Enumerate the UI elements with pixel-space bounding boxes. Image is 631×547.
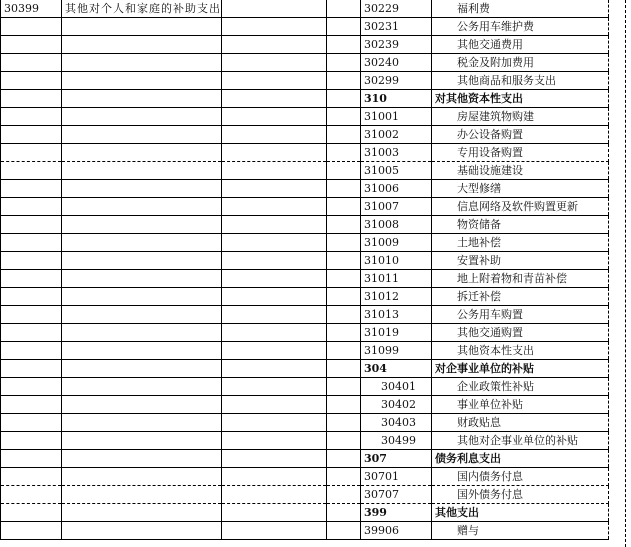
table-row — [1, 0, 609, 18]
code-cell: 304 — [361, 360, 432, 378]
empty-cell — [327, 0, 361, 18]
table-row — [1, 522, 609, 540]
empty-cell — [222, 360, 327, 378]
empty-cell — [62, 144, 222, 162]
empty-cell — [62, 54, 222, 72]
table-row — [1, 90, 609, 108]
empty-cell — [1, 414, 62, 432]
empty-cell — [1, 342, 62, 360]
code-cell: 307 — [361, 450, 432, 468]
empty-cell — [222, 270, 327, 288]
table-row — [1, 468, 609, 486]
empty-cell — [1, 486, 62, 504]
table-row — [1, 54, 609, 72]
table-row — [1, 216, 609, 234]
table-row — [1, 234, 609, 252]
code-cell: 31009 — [361, 234, 432, 252]
table-row — [1, 144, 609, 162]
code-cell: 30231 — [361, 18, 432, 36]
empty-cell — [1, 468, 62, 486]
empty-cell — [327, 414, 361, 432]
empty-cell — [62, 252, 222, 270]
table-row — [1, 396, 609, 414]
empty-cell — [1, 36, 62, 54]
empty-cell — [1, 54, 62, 72]
empty-cell — [222, 432, 327, 450]
code-cell: 31007 — [361, 198, 432, 216]
empty-cell — [327, 504, 361, 522]
table-row — [1, 18, 609, 36]
name-cell: 安置补助 — [432, 252, 609, 270]
code-cell: 31011 — [361, 270, 432, 288]
empty-cell — [62, 432, 222, 450]
table-row — [1, 324, 609, 342]
name-cell: 其他对企事业单位的补贴 — [432, 432, 609, 450]
table-row — [1, 180, 609, 198]
name-cell: 事业单位补贴 — [432, 396, 609, 414]
empty-cell — [222, 72, 327, 90]
empty-cell — [327, 198, 361, 216]
empty-cell — [327, 342, 361, 360]
name-cell: 大型修缮 — [432, 180, 609, 198]
empty-cell — [327, 522, 361, 540]
code-cell: 30239 — [361, 36, 432, 54]
empty-cell — [222, 144, 327, 162]
empty-cell — [62, 360, 222, 378]
empty-cell — [62, 486, 222, 504]
empty-cell — [62, 288, 222, 306]
empty-cell — [62, 450, 222, 468]
name-cell: 税金及附加费用 — [432, 54, 609, 72]
empty-cell — [222, 126, 327, 144]
empty-cell — [1, 108, 62, 126]
code-cell: 31001 — [361, 108, 432, 126]
code-cell: 30401 — [361, 378, 432, 396]
empty-cell — [222, 90, 327, 108]
table-row — [1, 198, 609, 216]
empty-cell — [1, 378, 62, 396]
empty-cell — [62, 342, 222, 360]
empty-cell — [1, 72, 62, 90]
empty-cell — [62, 126, 222, 144]
empty-cell — [222, 450, 327, 468]
table-row — [1, 360, 609, 378]
name-cell: 国内债务付息 — [432, 468, 609, 486]
table-row — [1, 342, 609, 360]
empty-cell — [327, 306, 361, 324]
name-cell: 对企事业单位的补贴 — [432, 360, 609, 378]
empty-cell — [1, 198, 62, 216]
empty-cell — [62, 162, 222, 180]
empty-cell — [62, 378, 222, 396]
table-row — [1, 378, 609, 396]
empty-cell — [1, 18, 62, 36]
code-cell: 30701 — [361, 468, 432, 486]
empty-cell — [62, 306, 222, 324]
page-break-line — [625, 0, 626, 547]
empty-cell — [1, 504, 62, 522]
empty-cell — [222, 216, 327, 234]
empty-cell — [222, 414, 327, 432]
empty-cell — [1, 180, 62, 198]
code-cell: 30499 — [361, 432, 432, 450]
empty-cell — [62, 216, 222, 234]
empty-cell — [62, 324, 222, 342]
empty-cell — [62, 522, 222, 540]
empty-cell — [327, 216, 361, 234]
table-row — [1, 432, 609, 450]
empty-cell — [327, 360, 361, 378]
empty-cell — [222, 18, 327, 36]
empty-cell — [1, 234, 62, 252]
empty-cell — [1, 270, 62, 288]
code-cell: 30240 — [361, 54, 432, 72]
name-cell: 福利费 — [432, 0, 609, 18]
name-cell: 办公设备购置 — [432, 126, 609, 144]
empty-cell — [222, 522, 327, 540]
empty-cell — [222, 324, 327, 342]
table-row — [1, 306, 609, 324]
empty-cell — [327, 72, 361, 90]
table-row — [1, 450, 609, 468]
empty-cell — [222, 396, 327, 414]
empty-cell — [62, 468, 222, 486]
empty-cell — [327, 180, 361, 198]
empty-cell — [327, 270, 361, 288]
empty-cell — [1, 306, 62, 324]
empty-cell — [62, 180, 222, 198]
empty-cell — [1, 450, 62, 468]
code-cell: 31010 — [361, 252, 432, 270]
name-cell: 国外债务付息 — [432, 486, 609, 504]
left-code-cell: 30399 — [1, 0, 62, 18]
name-cell: 物资储备 — [432, 216, 609, 234]
empty-cell — [222, 306, 327, 324]
name-cell: 房屋建筑物购建 — [432, 108, 609, 126]
table-row — [1, 36, 609, 54]
empty-cell — [222, 342, 327, 360]
code-cell: 31019 — [361, 324, 432, 342]
code-cell: 31013 — [361, 306, 432, 324]
empty-cell — [1, 252, 62, 270]
table-row — [1, 126, 609, 144]
code-cell: 399 — [361, 504, 432, 522]
empty-cell — [222, 198, 327, 216]
empty-cell — [1, 396, 62, 414]
empty-cell — [62, 396, 222, 414]
name-cell: 债务利息支出 — [432, 450, 609, 468]
empty-cell — [62, 234, 222, 252]
empty-cell — [327, 324, 361, 342]
empty-cell — [222, 378, 327, 396]
table-row — [1, 504, 609, 522]
code-cell: 31003 — [361, 144, 432, 162]
empty-cell — [327, 234, 361, 252]
empty-cell — [222, 504, 327, 522]
empty-cell — [327, 378, 361, 396]
empty-cell — [222, 234, 327, 252]
empty-cell — [327, 396, 361, 414]
name-cell: 其他支出 — [432, 504, 609, 522]
code-cell: 31099 — [361, 342, 432, 360]
empty-cell — [222, 288, 327, 306]
table-row — [1, 414, 609, 432]
empty-cell — [327, 18, 361, 36]
empty-cell — [222, 180, 327, 198]
empty-cell — [1, 324, 62, 342]
table-row — [1, 162, 609, 180]
table-body — [1, 0, 609, 540]
empty-cell — [62, 90, 222, 108]
code-cell: 310 — [361, 90, 432, 108]
name-cell: 专用设备购置 — [432, 144, 609, 162]
name-cell: 其他商品和服务支出 — [432, 72, 609, 90]
empty-cell — [62, 18, 222, 36]
table-row — [1, 252, 609, 270]
empty-cell — [1, 432, 62, 450]
empty-cell — [62, 504, 222, 522]
empty-cell — [327, 486, 361, 504]
name-cell: 其他交通费用 — [432, 36, 609, 54]
empty-cell — [1, 360, 62, 378]
empty-cell — [327, 54, 361, 72]
empty-cell — [62, 36, 222, 54]
name-cell: 对其他资本性支出 — [432, 90, 609, 108]
table-row — [1, 270, 609, 288]
code-cell: 31006 — [361, 180, 432, 198]
code-cell: 31005 — [361, 162, 432, 180]
empty-cell — [327, 162, 361, 180]
empty-cell — [327, 252, 361, 270]
code-cell: 31012 — [361, 288, 432, 306]
name-cell: 信息网络及软件购置更新 — [432, 198, 609, 216]
empty-cell — [1, 90, 62, 108]
empty-cell — [327, 432, 361, 450]
empty-cell — [222, 486, 327, 504]
code-cell: 30403 — [361, 414, 432, 432]
code-cell: 31002 — [361, 126, 432, 144]
empty-cell — [1, 126, 62, 144]
name-cell: 公务用车维护费 — [432, 18, 609, 36]
empty-cell — [62, 198, 222, 216]
table-row — [1, 72, 609, 90]
name-cell: 公务用车购置 — [432, 306, 609, 324]
empty-cell — [62, 270, 222, 288]
empty-cell — [222, 108, 327, 126]
name-cell: 基础设施建设 — [432, 162, 609, 180]
empty-cell — [327, 126, 361, 144]
empty-cell — [327, 450, 361, 468]
code-cell: 30707 — [361, 486, 432, 504]
code-cell: 39906 — [361, 522, 432, 540]
empty-cell — [62, 108, 222, 126]
empty-cell — [222, 54, 327, 72]
empty-cell — [222, 162, 327, 180]
empty-cell — [222, 36, 327, 54]
name-cell: 拆迁补偿 — [432, 288, 609, 306]
name-cell: 地上附着物和青苗补偿 — [432, 270, 609, 288]
empty-cell — [222, 252, 327, 270]
code-cell: 30229 — [361, 0, 432, 18]
table-row — [1, 486, 609, 504]
table-row — [1, 288, 609, 306]
empty-cell — [1, 162, 62, 180]
empty-cell — [327, 36, 361, 54]
empty-cell — [1, 216, 62, 234]
empty-cell — [1, 522, 62, 540]
empty-cell — [327, 144, 361, 162]
name-cell: 财政贴息 — [432, 414, 609, 432]
table-row — [1, 108, 609, 126]
code-cell: 30402 — [361, 396, 432, 414]
name-cell: 企业政策性补贴 — [432, 378, 609, 396]
empty-cell — [1, 288, 62, 306]
empty-cell — [62, 414, 222, 432]
empty-cell — [327, 90, 361, 108]
empty-cell — [62, 72, 222, 90]
empty-cell — [327, 468, 361, 486]
empty-cell — [222, 0, 327, 18]
name-cell: 赠与 — [432, 522, 609, 540]
name-cell: 土地补偿 — [432, 234, 609, 252]
name-cell: 其他资本性支出 — [432, 342, 609, 360]
code-cell: 31008 — [361, 216, 432, 234]
empty-cell — [327, 108, 361, 126]
name-cell: 其他交通购置 — [432, 324, 609, 342]
empty-cell — [1, 144, 62, 162]
code-cell: 30299 — [361, 72, 432, 90]
empty-cell — [327, 288, 361, 306]
left-title-cell: 其他对个人和家庭的补助支出 — [62, 0, 222, 18]
empty-cell — [222, 468, 327, 486]
